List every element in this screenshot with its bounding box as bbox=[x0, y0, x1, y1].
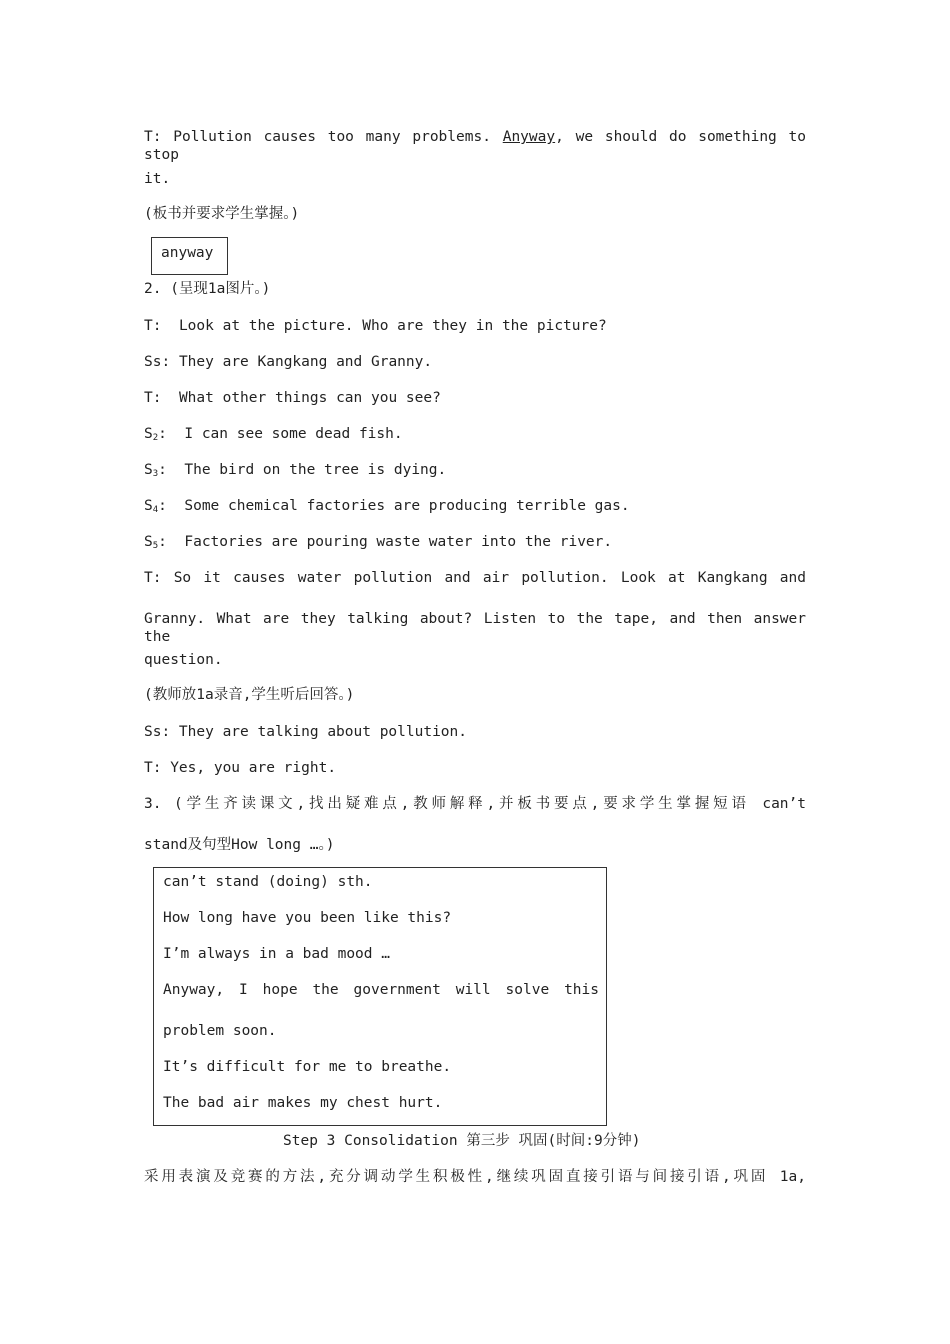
section-2-heading: 2. (呈现1a图片。) bbox=[144, 281, 271, 297]
step-3-intro: 采用表演及竞赛的方法,充分调动学生积极性,继续巩固直接引语与间接引语,巩固 1a, bbox=[144, 1169, 806, 1185]
section-3-heading-1: 3. (学生齐读课文,找出疑难点,教师解释,并板书要点,要求学生掌握短语 can’t bbox=[144, 796, 806, 812]
board-line: How long have you been like this? bbox=[163, 910, 452, 926]
teacher-long-line-1: T: So it causes water pollution and air pollution. Look at Kangkang and bbox=[144, 570, 806, 586]
board-line: It’s difficult for me to breathe. bbox=[163, 1059, 452, 1075]
board-line: can’t stand (doing) sth. bbox=[163, 874, 373, 890]
dialogue-line: $S_3$: The bird on the tree is dying. bbox=[144, 462, 447, 479]
dialogue-line-pollution: T: Pollution causes too many problems. Anyway, we should do something to stop bbox=[144, 129, 807, 163]
teacher-note: (教师放1a录音,学生听后回答。) bbox=[144, 687, 355, 703]
step-3-title: Step 3 Consolidation 第三步 巩固(时间:9分钟) bbox=[283, 1133, 641, 1149]
students-answer: Ss: They are talking about pollution. bbox=[144, 724, 468, 740]
teacher-answer: T: Yes, you are right. bbox=[144, 760, 337, 776]
dialogue-line: T: What other things can you see? bbox=[144, 390, 441, 406]
board-box-key-points bbox=[153, 867, 607, 1126]
dialogue-line: $S_2$: I can see some dead fish. bbox=[144, 426, 403, 443]
underlined-word: Anyway bbox=[502, 129, 556, 145]
teacher-long-line-2: Granny. What are they talking about? Listen to the tape, and then answer the bbox=[144, 611, 806, 645]
section-3-heading-2: stand及句型How long …。) bbox=[144, 837, 335, 853]
board-line: The bad air makes my chest hurt. bbox=[163, 1095, 443, 1111]
teacher-long-line-3: question. bbox=[144, 652, 223, 668]
dialogue-line-cont: it. bbox=[144, 171, 171, 187]
teacher-note: (板书并要求学生掌握。) bbox=[144, 206, 300, 222]
board-line: Anyway, I hope the government will solve this bbox=[163, 982, 599, 998]
dialogue-line: $S_4$: Some chemical factories are producing terrible gas. bbox=[144, 498, 630, 515]
dialogue-line: T: Look at the picture. Who are they in the picture? bbox=[144, 318, 607, 334]
board-line: problem soon. bbox=[163, 1023, 277, 1039]
dialogue-line: $S_5$: Factories are pouring waste water into the river. bbox=[144, 534, 613, 551]
board-word: anyway bbox=[161, 245, 214, 261]
dialogue-line: Ss: They are Kangkang and Granny. bbox=[144, 354, 433, 370]
board-box-anyway bbox=[151, 237, 228, 275]
board-line: I’m always in a bad mood … bbox=[163, 946, 390, 962]
